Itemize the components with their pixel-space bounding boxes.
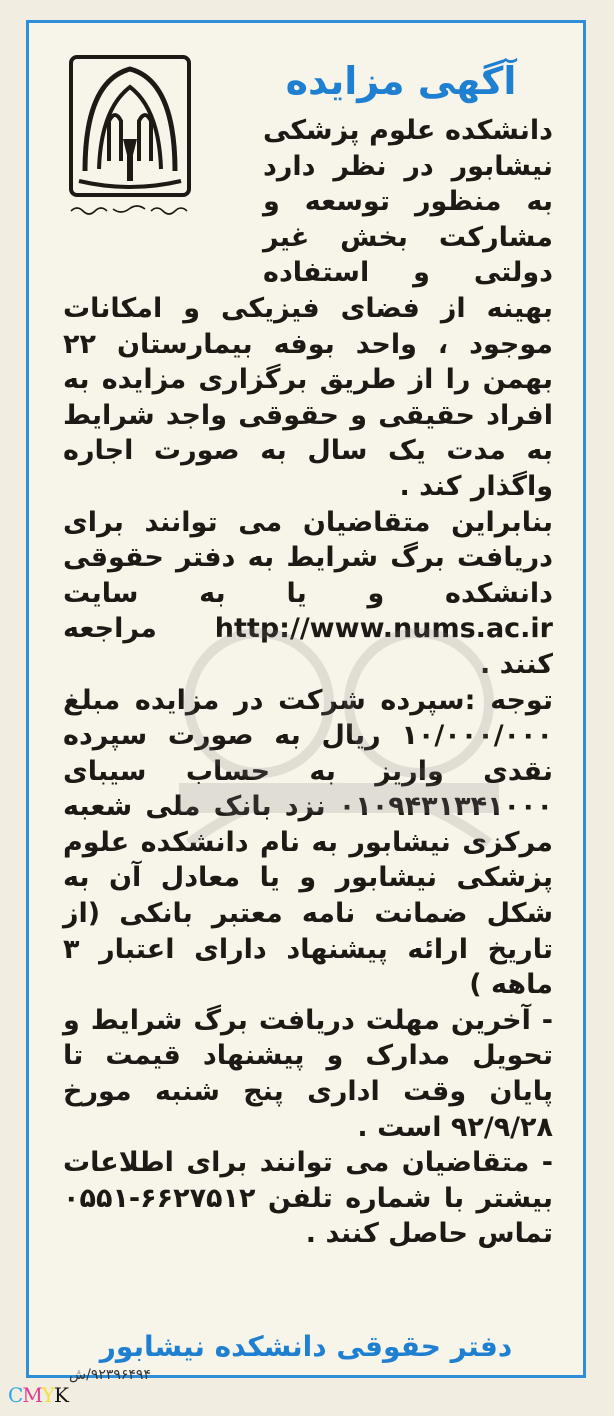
cmyk-k: K <box>54 1383 68 1407</box>
cmyk-print-mark <box>8 1383 68 1407</box>
website-url[interactable]: http://www.nums.ac.ir <box>214 613 553 645</box>
paragraph-intro: دانشکده علوم پزشکی نیشابور در نظر دارد به منظور توسعه و مشارکت بخش غیر دولتی و استفاده بهینه از فضای فیزیکی و امکانات موجود ، واحد بوفه بیمارستان ۲۲ بهمن را از طریق برگزاری مزایده به افراد حقیقی و حقوقی واجد شرایط به مدت یک سال به صورت اجاره واگذار کند . <box>63 115 553 502</box>
cmyk-c: C <box>8 1383 23 1407</box>
paragraph-contact: - متقاضیان می توانند برای اطلاعات بیشتر با شماره تلفن ۶۶۲۷۵۱۲-۰۵۵۱ تماس حاصل کنند . <box>63 1147 553 1250</box>
page-title: آگهی مزایده <box>285 59 517 103</box>
footer-office: دفتر حقوقی دانشکده نیشابور <box>99 1330 513 1363</box>
website-tail-text: مراجعه کنند . <box>63 613 553 680</box>
logo-float-spacer <box>63 113 263 288</box>
paragraph-deadline: - آخرین مهلت دریافت برگ شرایط و تحویل مدارک و پیشنهاد قیمت تا پایان وقت اداری پنج شنبه مورخ ۹۲/۹/۲۸ است . <box>63 1004 553 1143</box>
advertisement-frame <box>26 20 586 1383</box>
advertisement-body <box>63 113 553 1252</box>
reference-code: ۹۲۳۹۶۴۹۴/ش <box>69 1367 151 1383</box>
paragraph-deposit: توجه :سپرده شرکت در مزایده مبلغ ۱۰/۰۰۰/۰۰۰ ریال به صورت سپرده نقدی واریز به حساب سیبای ۰۱۰۹۴۳۱۳۴۱۰۰۰ نزد بانک ملی شعبه مرکزی نیشابور به نام دانشکده علوم پزشکی نیشابور و یا معادل آن به شکل ضمانت نامه معتبر بانکی (از تاریخ ارائه پیشنهاد دارای اعتبار ۳ ماهه ) <box>63 684 553 1001</box>
cmyk-m: M <box>22 1383 42 1407</box>
paragraph-website <box>63 505 553 683</box>
cmyk-y: Y <box>41 1383 54 1407</box>
website-lead-text: بنابراین متقاضیان می توانند برای دریافت برگ شرایط به دفتر حقوقی دانشکده و یا به سایت <box>63 506 553 609</box>
